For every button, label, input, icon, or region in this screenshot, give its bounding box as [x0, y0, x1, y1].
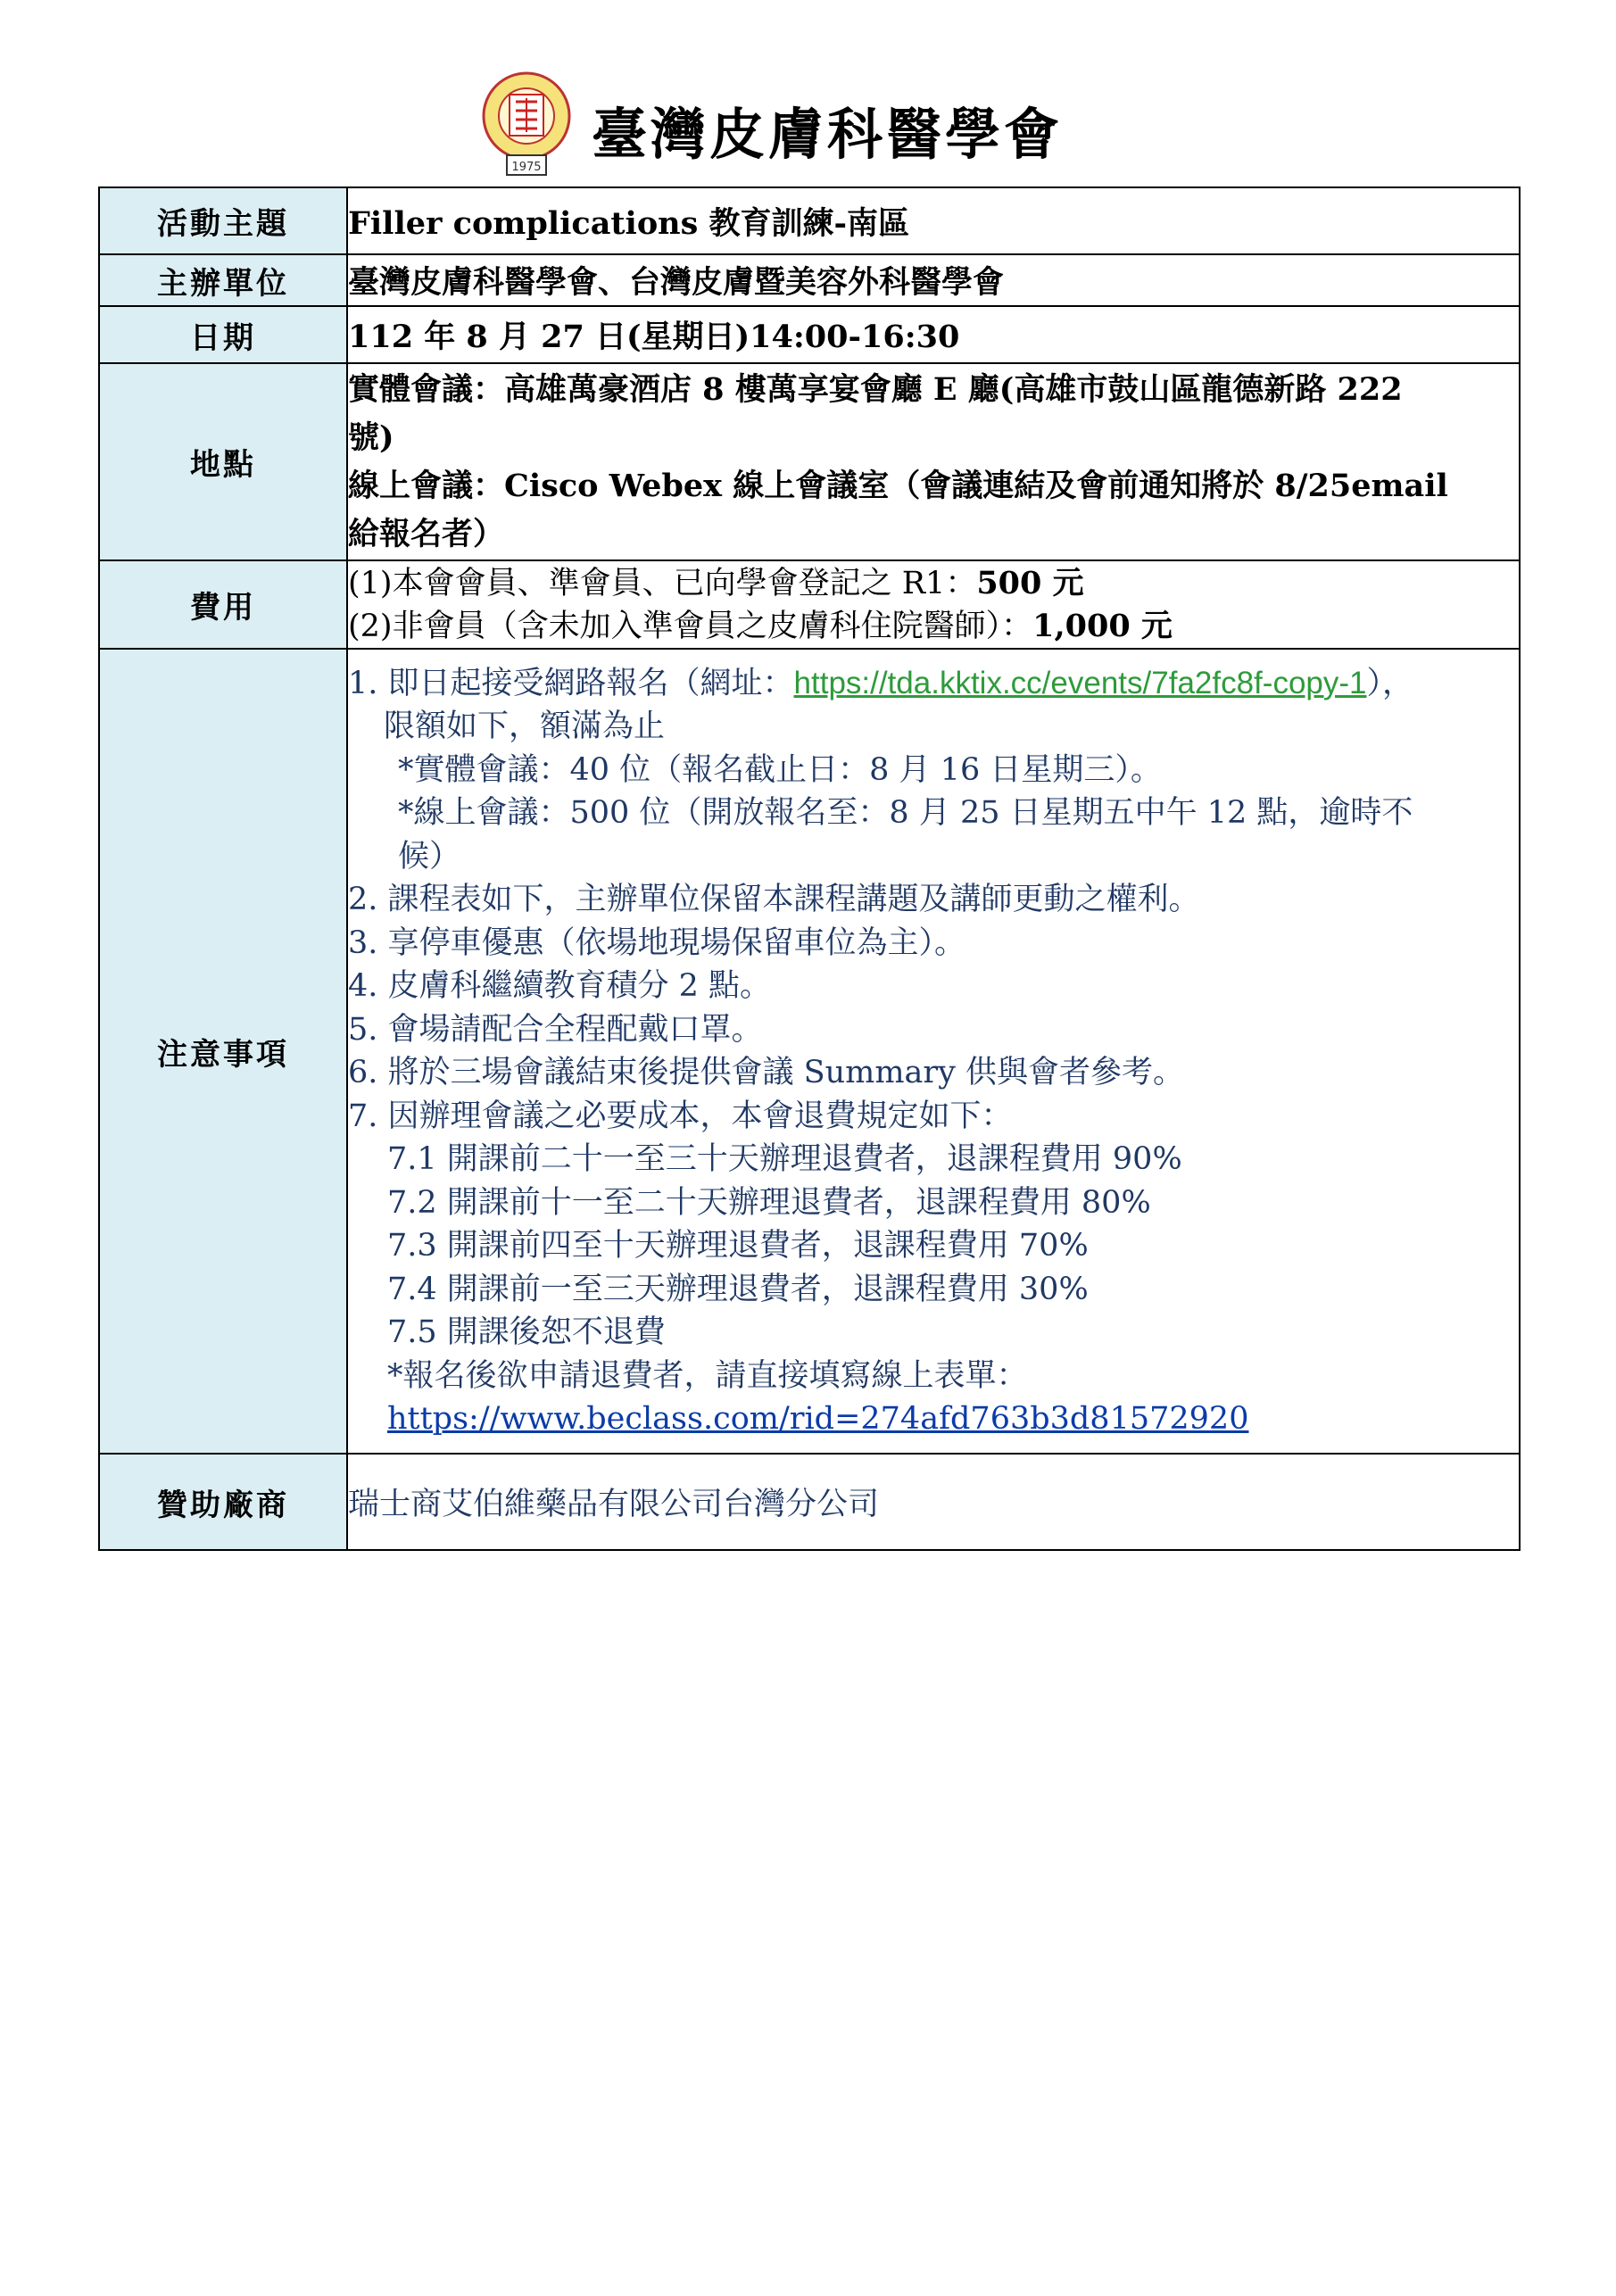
- sponsor-label: 贊助廠商: [99, 1454, 347, 1550]
- refund-rule-2: 7.2 開課前十一至二十天辦理退費者，退課程費用 80%: [387, 1184, 1151, 1221]
- note-item-4: 4. 皮膚科繼續教育積分 2 點。: [348, 968, 772, 1004]
- fee-nonmember-text: (2)非會員（含未加入準會員之皮膚科住院醫師）：: [348, 608, 1033, 644]
- note-item-3: 3. 享停車優惠（依場地現場保留車位為主）。: [348, 924, 966, 961]
- location-line-physical: 實體會議：高雄萬豪酒店 8 樓萬享宴會廳 E 廳(高雄市鼓山區龍德新路 222: [348, 370, 1403, 408]
- refund-rule-5: 7.5 開課後恕不退費: [387, 1314, 666, 1350]
- fee-member-line: [348, 562, 1519, 605]
- logo-year: 1975: [511, 161, 542, 174]
- location-line-physical-cont: 號): [348, 419, 394, 456]
- fee-member-text: (1)本會會員、準會員、已向學會登記之 R1：: [348, 565, 977, 601]
- refund-rule-4: 7.4 開課前一至三天辦理退費者，退課程費用 30%: [387, 1271, 1089, 1307]
- fee-nonmember-line: [348, 605, 1519, 648]
- organizer-value: 臺灣皮膚科醫學會、台灣皮膚暨美容外科醫學會: [347, 254, 1520, 306]
- table-row-notes: [99, 649, 1520, 1454]
- event-info-table: [98, 186, 1521, 1551]
- location-value: [347, 363, 1520, 560]
- page-header: [0, 70, 1616, 186]
- note-item-1-line2: 限額如下，額滿為止: [384, 709, 666, 744]
- page-title: 臺灣皮膚科醫學會: [592, 102, 1064, 167]
- note-item-1-online-quota-cont: 候）: [398, 838, 461, 874]
- topic-value: Filler complications 教育訓練-南區: [347, 187, 1520, 254]
- note-item-2: 2. 課程表如下，主辦單位保留本課程講題及講師更動之權利。: [348, 882, 1200, 917]
- note-item-5: 5. 會場請配合全程配戴口罩。: [348, 1011, 763, 1048]
- note-item-1: [348, 662, 1519, 706]
- refund-rule-1: 7.1 開課前二十一至三十天辦理退費者，退課程費用 90%: [387, 1141, 1182, 1177]
- table-row-sponsor: [99, 1454, 1520, 1550]
- sponsor-value: 瑞士商艾伯維藥品有限公司台灣分公司: [347, 1454, 1520, 1550]
- location-line-online-cont: 給報名者）: [348, 515, 505, 552]
- fee-value: [347, 560, 1520, 649]
- date-label: 日期: [99, 306, 347, 363]
- note-item-1-prefix: 1. 即日起接受網路報名（網址：: [348, 665, 794, 701]
- note-item-6: 6. 將於三場會議結束後提供會議 Summary 供與會者參考。: [348, 1055, 1185, 1090]
- note-item-1-physical-quota: *實體會議：40 位（報名截止日：8 月 16 日星期三）。: [398, 751, 1162, 788]
- note-item-7: 7. 因辦理會議之必要成本，本會退費規定如下：: [348, 1098, 1013, 1134]
- topic-label: 活動主題: [99, 187, 347, 254]
- fee-member-amount: 500 元: [976, 564, 1084, 601]
- notes-value: [347, 649, 1520, 1454]
- table-row-organizer: [99, 254, 1520, 306]
- notes-label: 注意事項: [99, 649, 347, 1454]
- location-line-online: 線上會議：Cisco Webex 線上會議室（會議連結及會前通知將於 8/25email: [348, 467, 1448, 504]
- table-row-date: [99, 306, 1520, 363]
- table-row-location: [99, 363, 1520, 560]
- registration-link[interactable]: https://tda.kktix.cc/events/7fa2fc8f-copy-1: [793, 665, 1367, 700]
- society-seal-logo-icon: [480, 70, 573, 180]
- location-label: 地點: [99, 363, 347, 560]
- refund-rule-3: 7.3 開課前四至十天辦理退費者，退課程費用 70%: [387, 1228, 1089, 1264]
- table-row-fee: [99, 560, 1520, 649]
- refund-link-line: [348, 1397, 1519, 1441]
- note-item-1-online-quota: *線上會議：500 位（開放報名至：8 月 25 日星期五中午 12 點，逾時不: [398, 795, 1413, 831]
- note-item-1-suffix: ），: [1366, 665, 1414, 701]
- organizer-label: 主辦單位: [99, 254, 347, 306]
- fee-label: 費用: [99, 560, 347, 649]
- fee-nonmember-amount: 1,000 元: [1032, 607, 1173, 644]
- refund-note: *報名後欲申請退費者，請直接填寫線上表單：: [387, 1357, 1028, 1394]
- date-value: 112 年 8 月 27 日(星期日)14:00-16:30: [347, 306, 1520, 363]
- refund-form-link[interactable]: https://www.beclass.com/rid=274afd763b3d81572920: [387, 1401, 1249, 1437]
- table-row-topic: [99, 187, 1520, 254]
